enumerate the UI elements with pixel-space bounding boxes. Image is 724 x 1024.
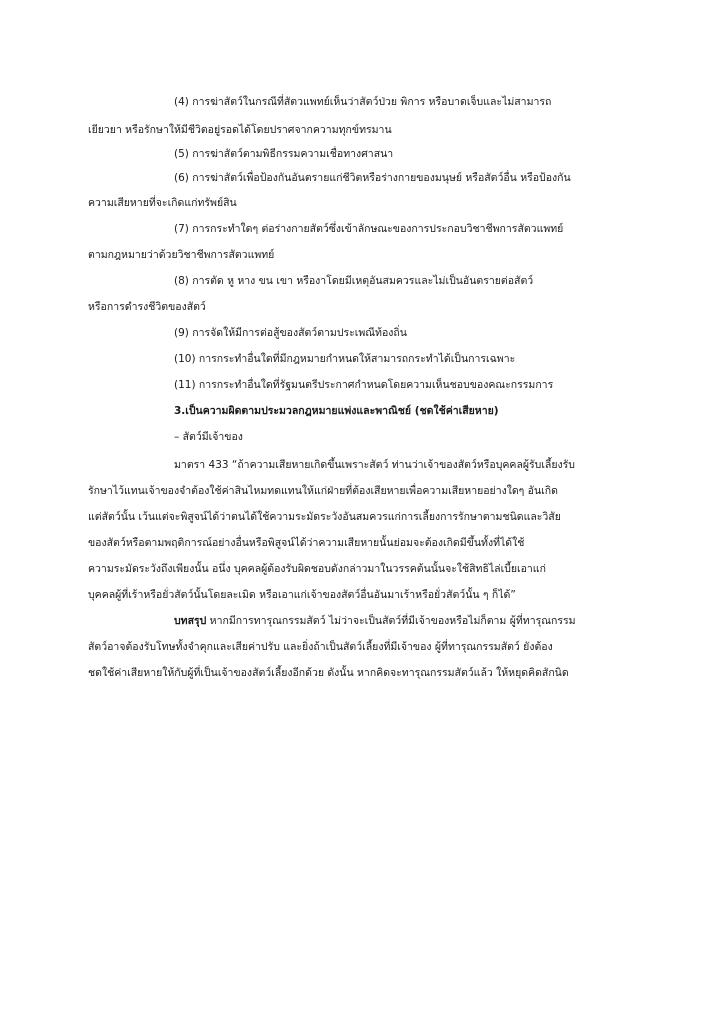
section-433-line-3: แต่สัตว์นั้น เว้นแต่จะพิสูจน์ได้ว่าตนได้ใช้ความระมัดระวังอันสมควรแก่การเลี้ยงการรักษาตามชนิดและวิสัย	[88, 511, 561, 523]
sub-heading: – สัตว์มีเจ้าของ	[174, 431, 243, 443]
item-4: (4) การฆ่าสัตว์ในกรณีที่สัตวแพทย์เห็นว่าสัตว์ป่วย พิการ หรือบาดเจ็บและไม่สามารถ	[174, 96, 552, 108]
summary-text: หากมีการทารุณกรรมสัตว์ ไม่ว่าจะเป็นสัตว์ที่มีเจ้าของหรือไม่ก็ตาม ผู้ที่ทารุณกรรม	[209, 615, 576, 627]
item-8-cont: หรือการดำรงชีวิตของสัตว์	[88, 301, 206, 313]
item-11: (11) การกระทำอื่นใดที่รัฐมนตรีประกาศกำหนดโดยความเห็นชอบของคณะกรรมการ	[174, 379, 554, 391]
item-6-cont: ความเสียหายที่จะเกิดแก่ทรัพย์สิน	[88, 197, 237, 209]
section-433-line-4: ของสัตว์หรือตามพฤติการณ์อย่างอื่นหรือพิสูจน์ได้ว่าความเสียหายนั้นย่อมจะต้องเกิดมีขึ้นทั้งที่ได้ใช้	[88, 537, 525, 549]
section-433-line-1: มาตรา 433 “ถ้าความเสียหายเกิดขึ้นเพราะสัตว์ ท่านว่าเจ้าของสัตว์หรือบุคคลผู้รับเลี้ยงรับ	[174, 459, 575, 471]
item-8: (8) การตัด หู หาง ขน เขา หรืองาโดยมีเหตุอันสมควรและไม่เป็นอันตรายต่อสัตว์	[174, 275, 534, 287]
item-6: (6) การฆ่าสัตว์เพื่อป้องกันอันตรายแก่ชีวิตหรือร่างกายของมนุษย์ หรือสัตว์อื่น หรือป้องกัน	[174, 172, 571, 184]
summary-line-2: สัตว์อาจต้องรับโทษทั้งจำคุกและเสียค่าปรับ และยิ่งถ้าเป็นสัตว์เลี้ยงที่มีเจ้าของ ผู้ที่ทารุณกรรมสัตว์ ยังต้อง	[88, 641, 553, 653]
section-heading: 3.เป็นความผิดตามประมวลกฎหมายแพ่งและพาณิชย์ (ชดใช้ค่าเสียหาย)	[174, 405, 499, 417]
summary-line-1	[174, 614, 576, 628]
section-433-line-6: บุคคลผู้ที่เร้าหรือยั่วสัตว์นั้นโดยละเมิด หรือเอาแก่เจ้าของสัตว์อื่นอันมาเร้าหรือยั่วสัตว์นั้น ๆ ก็ได้”	[88, 589, 516, 601]
item-7-cont: ตามกฎหมายว่าด้วยวิชาชีพการสัตวแพทย์	[88, 249, 275, 261]
summary-label: บทสรุป	[174, 615, 207, 627]
section-433-line-2: รักษาไว้แทนเจ้าของจำต้องใช้ค่าสินไหมทดแทนให้แก่ฝ่ายที่ต้องเสียหายเพื่อความเสียหายอย่างใดๆ อันเกิด	[88, 485, 558, 497]
section-433-line-5: ความระมัดระวังถึงเพียงนั้น อนึ่ง บุคคลผู้ต้องรับผิดชอบดังกล่าวมาในวรรคต้นนั้นจะใช้สิทธิไล่เบี้ยเอาแก่	[88, 563, 546, 575]
item-7: (7) การกระทำใดๆ ต่อร่างกายสัตว์ซึ่งเข้าลักษณะของการประกอบวิชาชีพการสัตวแพทย์	[174, 223, 564, 235]
item-10: (10) การกระทำอื่นใดที่มีกฎหมายกำหนดให้สามารถกระทำได้เป็นการเฉพาะ	[174, 353, 516, 365]
summary-line-3: ชดใช้ค่าเสียหายให้กับผู้ที่เป็นเจ้าของสัตว์เลี้ยงอีกด้วย ดังนั้น หากคิดจะทารุณกรรมสัตว์แล้ว ให้หยุดคิดสักนิด	[88, 667, 569, 679]
item-4-cont: เยียวยา หรือรักษาให้มีชีวิตอยู่รอดได้โดยปราศจากความทุกข์ทรมาน	[88, 124, 392, 136]
item-9: (9) การจัดให้มีการต่อสู้ของสัตว์ตามประเพณีท้องถิ่น	[174, 327, 407, 339]
item-5: (5) การฆ่าสัตว์ตามพิธีกรรมความเชื่อทางศาสนา	[174, 148, 394, 160]
